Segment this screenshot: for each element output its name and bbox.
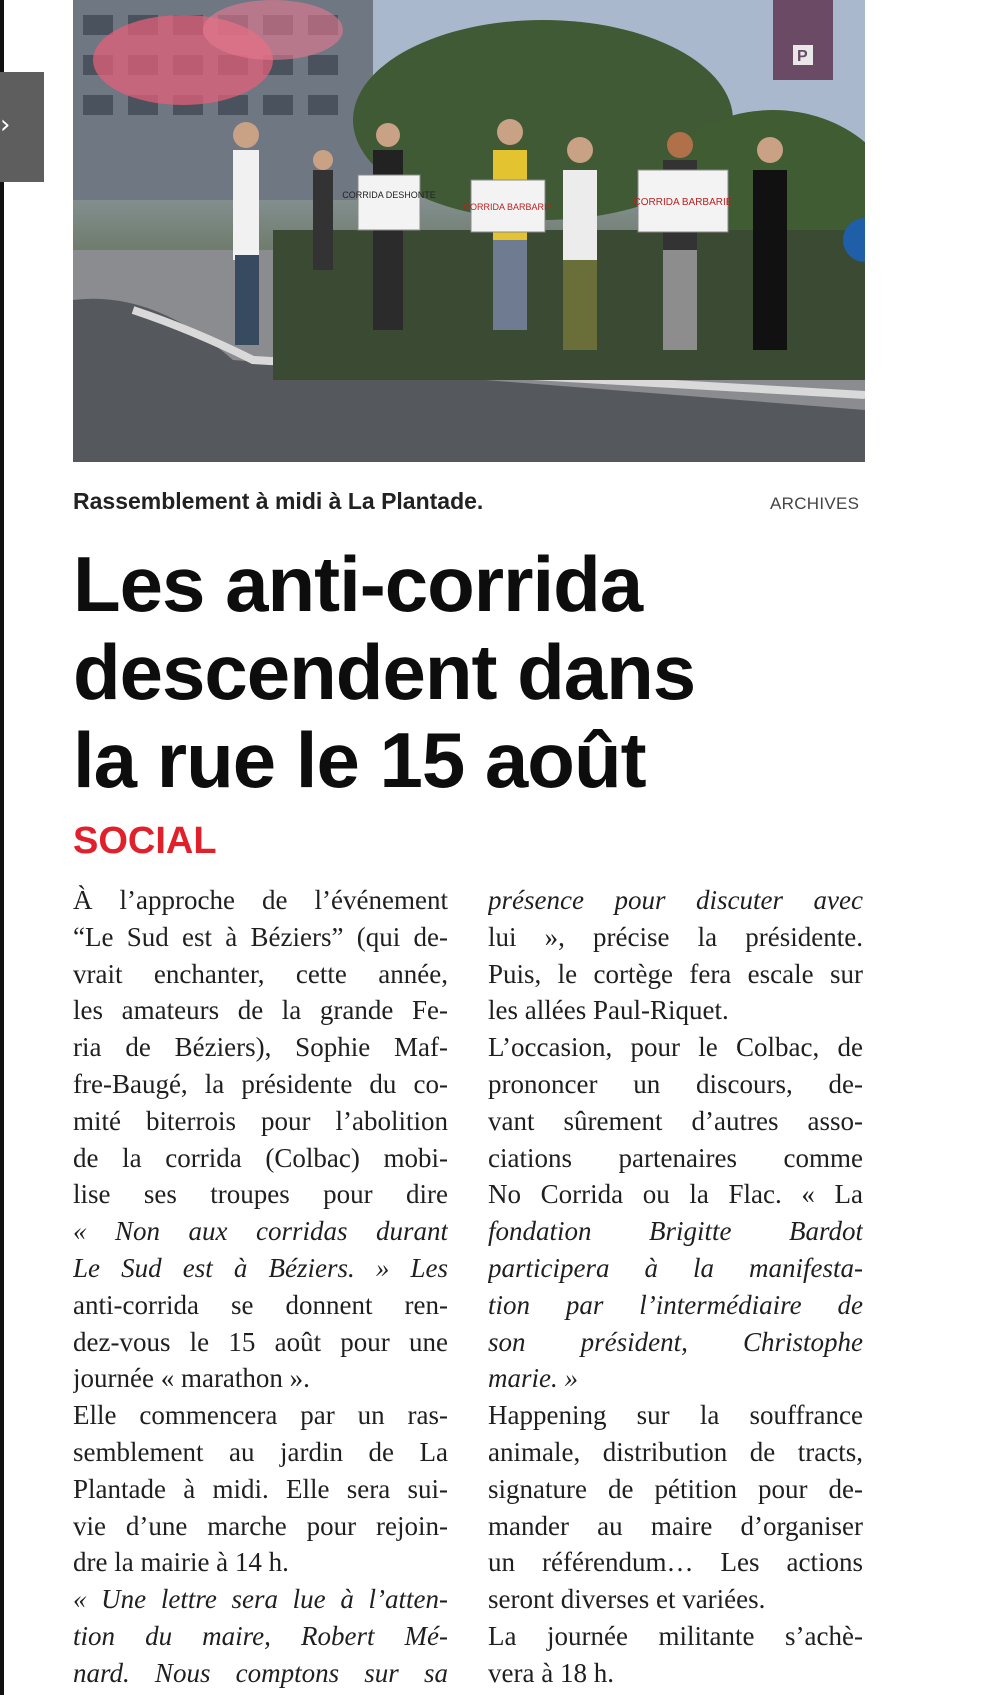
text-line: « Une lettre sera lue à l’atten- [73, 1584, 448, 1615]
parking-sign: P [797, 48, 808, 65]
protest-sign: CORRIDA DESHONTE [342, 190, 436, 200]
text-line: semblement au jardin de La [73, 1436, 448, 1467]
text-line: Plantade à midi. Elle sera sui- [73, 1473, 448, 1504]
text-line: Puis, le cortège fera escale sur [488, 958, 863, 989]
text-line: journée « marathon ». [73, 1363, 310, 1394]
text-line: lise ses troupes pour dire [73, 1179, 448, 1210]
text-line: présence pour discuter avec [488, 885, 863, 915]
text-line: À l’approche de l’événement [73, 885, 448, 915]
text-line: dre la mairie à 14 h. [73, 1547, 289, 1578]
text-line: un référendum… Les actions [488, 1547, 863, 1578]
text-line: les amateurs de la grande Fe- [73, 995, 448, 1026]
text-line: L’occasion, pour le Colbac, de [488, 1032, 863, 1063]
text-line: Happening sur la souffrance [488, 1400, 863, 1431]
text-line: lui », précise la présidente. [488, 921, 863, 952]
text-line: de la corrida (Colbac) mobi- [73, 1142, 448, 1173]
text-line: prononcer un discours, de- [488, 1068, 863, 1099]
text-line: Le Sud est à Béziers. » Les [73, 1252, 448, 1283]
headline-line: la rue le 15 août [73, 716, 646, 804]
left-edge-bar [0, 0, 4, 1695]
side-panel-tab[interactable] [0, 72, 44, 182]
text-line: participera à la manifesta- [488, 1252, 863, 1283]
text-line: marie. » [488, 1363, 578, 1394]
text-line: « Non aux corridas durant [73, 1216, 448, 1247]
text-line: nard. Nous comptons sur sa [73, 1657, 448, 1688]
text-line: tion par l’intermédiaire de [488, 1289, 863, 1320]
photo-caption: Rassemblement à midi à La Plantade. [73, 488, 484, 514]
text-line: tion du maire, Robert Mé- [73, 1620, 448, 1651]
text-line: ria de Béziers), Sophie Maf- [73, 1032, 448, 1063]
text-line: mander au maire d’organiser [488, 1510, 863, 1541]
protest-sign: CORRIDA BARBARIE [633, 197, 733, 208]
photo-credit: ARCHIVES [770, 494, 860, 513]
text-line: “Le Sud est à Béziers” (qui de- [73, 921, 448, 952]
text-line: ciations partenaires comme [488, 1142, 863, 1173]
text-line: son président, Christophe [488, 1326, 863, 1357]
text-line: mité biterrois pour l’abolition [73, 1105, 448, 1136]
text-line: No Corrida ou la Flac. « La [488, 1179, 863, 1210]
protest-sign: CORRIDA BARBARIE [463, 202, 553, 212]
section-label: SOCIAL [73, 820, 217, 862]
article-photo [73, 0, 865, 462]
text-line: dez-vous le 15 août pour une [73, 1326, 448, 1357]
text-line: animale, distribution de tracts, [488, 1436, 863, 1467]
text-line: vrait enchanter, cette année, [73, 958, 448, 989]
text-line: fre-Baugé, la présidente du co- [73, 1068, 448, 1099]
text-line: La journée militante s’achè- [488, 1620, 863, 1651]
text-line: Elle commencera par un ras- [73, 1400, 448, 1431]
headline [73, 540, 873, 804]
text-line: vie d’une marche pour rejoin- [73, 1510, 448, 1541]
headline-line: descendent dans [73, 628, 696, 716]
text-line: signature de pétition pour de- [488, 1473, 863, 1504]
text-line: vera à 18 h. [488, 1657, 614, 1688]
chevron-right-icon: › [0, 110, 11, 140]
headline-line: Les anti-corrida [73, 540, 643, 628]
text-line: fondation Brigitte Bardot [488, 1216, 863, 1247]
article-column-1 [73, 882, 448, 1692]
text-line: seront diverses et variées. [488, 1584, 766, 1615]
text-line: vant sûrement d’autres asso- [488, 1105, 863, 1136]
text-line: anti-corrida se donnent ren- [73, 1289, 448, 1320]
article-column-2 [488, 882, 863, 1692]
text-line: les allées Paul-Riquet. [488, 995, 729, 1026]
